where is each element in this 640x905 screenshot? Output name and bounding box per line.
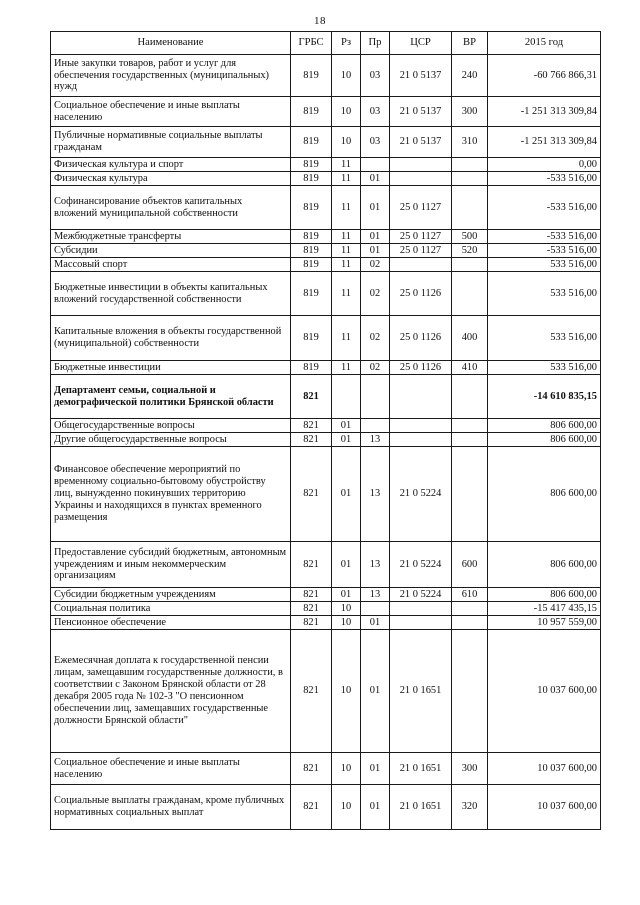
row-name: Иные закупки товаров, работ и услуг для обеспечения государственных (муниципальных) нужд — [51, 55, 291, 97]
row-vr: 300 — [452, 753, 488, 785]
row-amount: 533 516,00 — [488, 272, 601, 316]
column-header-amount: 2015 год — [488, 32, 601, 55]
row-grbs: 819 — [291, 258, 332, 272]
row-rz: 10 — [332, 616, 361, 630]
row-name: Капитальные вложения в объекты государственной (муниципальной) собственности — [51, 316, 291, 361]
column-header-grbs: ГРБС — [291, 32, 332, 55]
row-csr — [390, 258, 452, 272]
row-pr: 02 — [361, 316, 390, 361]
row-pr — [361, 419, 390, 433]
row-rz: 10 — [332, 55, 361, 97]
table-row — [51, 419, 601, 433]
row-vr — [452, 272, 488, 316]
row-grbs: 819 — [291, 97, 332, 127]
row-vr: 310 — [452, 127, 488, 158]
row-csr — [390, 419, 452, 433]
row-rz: 01 — [332, 542, 361, 588]
row-rz: 01 — [332, 433, 361, 447]
column-header-csr: ЦСР — [390, 32, 452, 55]
table-row — [51, 447, 601, 542]
row-grbs: 821 — [291, 433, 332, 447]
table-row — [51, 244, 601, 258]
row-pr: 01 — [361, 785, 390, 830]
row-grbs: 819 — [291, 172, 332, 186]
row-grbs: 821 — [291, 588, 332, 602]
row-rz: 01 — [332, 447, 361, 542]
row-vr — [452, 419, 488, 433]
table-row — [51, 158, 601, 172]
row-pr: 13 — [361, 588, 390, 602]
row-grbs: 821 — [291, 616, 332, 630]
row-name: Межбюджетные трансферты — [51, 230, 291, 244]
row-name: Ежемесячная доплата к государственной пенсии лицам, замещавшим государственные должности, в соответствии с Законом Брянской области от 28 декабря 2005 года № 102-З "О пенсионном обеспечении лиц, замещавших государственные должности Брянской области" — [51, 630, 291, 753]
row-vr: 320 — [452, 785, 488, 830]
row-amount: 806 600,00 — [488, 542, 601, 588]
table-body — [51, 55, 601, 830]
row-csr — [390, 433, 452, 447]
row-vr — [452, 602, 488, 616]
row-amount: 533 516,00 — [488, 361, 601, 375]
row-pr: 02 — [361, 258, 390, 272]
row-name: Физическая культура — [51, 172, 291, 186]
row-amount: 0,00 — [488, 158, 601, 172]
row-vr — [452, 375, 488, 419]
table-row — [51, 186, 601, 230]
row-pr: 02 — [361, 272, 390, 316]
row-amount: -15 417 435,15 — [488, 602, 601, 616]
row-pr: 03 — [361, 55, 390, 97]
row-amount: 533 516,00 — [488, 258, 601, 272]
table-row — [51, 127, 601, 158]
row-amount: -533 516,00 — [488, 186, 601, 230]
row-pr: 01 — [361, 244, 390, 258]
row-name: Публичные нормативные социальные выплаты гражданам — [51, 127, 291, 158]
row-grbs: 821 — [291, 630, 332, 753]
row-csr: 25 0 1127 — [390, 230, 452, 244]
table-row — [51, 230, 601, 244]
row-grbs: 819 — [291, 230, 332, 244]
row-amount: 10 037 600,00 — [488, 785, 601, 830]
row-pr: 02 — [361, 361, 390, 375]
row-name: Субсидии — [51, 244, 291, 258]
row-csr: 25 0 1127 — [390, 244, 452, 258]
table-row — [51, 361, 601, 375]
row-name: Софинансирование объектов капитальных вложений муниципальной собственности — [51, 186, 291, 230]
row-rz: 01 — [332, 588, 361, 602]
row-grbs: 821 — [291, 419, 332, 433]
row-amount: -533 516,00 — [488, 230, 601, 244]
row-amount: -60 766 866,31 — [488, 55, 601, 97]
row-grbs: 821 — [291, 375, 332, 419]
row-pr: 13 — [361, 447, 390, 542]
row-name: Финансовое обеспечение мероприятий по временному социально-бытовому обустройству лиц, вынужденно покинувших территорию Украины и находящихся в пунктах временного размещения — [51, 447, 291, 542]
row-rz: 10 — [332, 630, 361, 753]
table-header-row — [51, 32, 601, 55]
row-name: Предоставление субсидий бюджетным, автономным учреждениям и иным некоммерческим организациям — [51, 542, 291, 588]
row-vr — [452, 158, 488, 172]
column-header-vr: ВР — [452, 32, 488, 55]
row-vr: 400 — [452, 316, 488, 361]
row-csr: 25 0 1126 — [390, 272, 452, 316]
row-amount: 806 600,00 — [488, 588, 601, 602]
row-csr: 21 0 5224 — [390, 542, 452, 588]
table-row — [51, 785, 601, 830]
row-amount: 806 600,00 — [488, 419, 601, 433]
row-grbs: 821 — [291, 785, 332, 830]
row-rz: 01 — [332, 419, 361, 433]
row-csr — [390, 172, 452, 186]
column-header-rz: Рз — [332, 32, 361, 55]
row-pr: 01 — [361, 186, 390, 230]
row-pr: 13 — [361, 542, 390, 588]
row-name: Пенсионное обеспечение — [51, 616, 291, 630]
row-csr — [390, 602, 452, 616]
table-row — [51, 97, 601, 127]
table-row — [51, 375, 601, 419]
table-row — [51, 316, 601, 361]
row-pr — [361, 158, 390, 172]
row-pr: 01 — [361, 616, 390, 630]
row-rz: 11 — [332, 158, 361, 172]
row-pr: 01 — [361, 753, 390, 785]
row-grbs: 821 — [291, 542, 332, 588]
row-grbs: 819 — [291, 55, 332, 97]
row-amount: 806 600,00 — [488, 447, 601, 542]
row-pr: 13 — [361, 433, 390, 447]
row-csr: 21 0 5137 — [390, 97, 452, 127]
row-vr: 300 — [452, 97, 488, 127]
row-csr: 21 0 1651 — [390, 630, 452, 753]
row-vr: 500 — [452, 230, 488, 244]
row-grbs: 819 — [291, 158, 332, 172]
row-grbs: 819 — [291, 186, 332, 230]
row-name: Общегосударственные вопросы — [51, 419, 291, 433]
row-pr — [361, 375, 390, 419]
row-name: Другие общегосударственные вопросы — [51, 433, 291, 447]
row-csr: 21 0 5137 — [390, 127, 452, 158]
row-rz: 11 — [332, 244, 361, 258]
table-row — [51, 616, 601, 630]
row-grbs: 819 — [291, 361, 332, 375]
row-vr — [452, 172, 488, 186]
row-pr: 03 — [361, 97, 390, 127]
row-amount: 10 037 600,00 — [488, 753, 601, 785]
row-name: Социальное обеспечение и иные выплаты населению — [51, 97, 291, 127]
row-rz: 11 — [332, 361, 361, 375]
row-csr: 21 0 5137 — [390, 55, 452, 97]
table-row — [51, 433, 601, 447]
page-number: 18 — [314, 15, 326, 27]
row-vr — [452, 630, 488, 753]
row-pr: 03 — [361, 127, 390, 158]
table-row — [51, 542, 601, 588]
row-name: Физическая культура и спорт — [51, 158, 291, 172]
row-name: Бюджетные инвестиции в объекты капитальных вложений государственной собственности — [51, 272, 291, 316]
row-grbs: 821 — [291, 753, 332, 785]
table-row — [51, 272, 601, 316]
table-row — [51, 753, 601, 785]
row-pr — [361, 602, 390, 616]
row-amount: 10 957 559,00 — [488, 616, 601, 630]
row-rz: 10 — [332, 785, 361, 830]
table-row — [51, 55, 601, 97]
row-name: Бюджетные инвестиции — [51, 361, 291, 375]
row-csr: 25 0 1126 — [390, 361, 452, 375]
row-pr: 01 — [361, 230, 390, 244]
row-csr — [390, 375, 452, 419]
column-header-name: Наименование — [51, 32, 291, 55]
column-header-pr: Пр — [361, 32, 390, 55]
row-csr: 25 0 1126 — [390, 316, 452, 361]
row-csr — [390, 616, 452, 630]
row-rz: 10 — [332, 602, 361, 616]
row-rz: 11 — [332, 272, 361, 316]
budget-table — [50, 31, 601, 830]
row-csr: 21 0 1651 — [390, 785, 452, 830]
row-pr: 01 — [361, 630, 390, 753]
row-amount: -533 516,00 — [488, 172, 601, 186]
row-amount: 533 516,00 — [488, 316, 601, 361]
table-row — [51, 588, 601, 602]
row-vr: 520 — [452, 244, 488, 258]
table-row — [51, 630, 601, 753]
row-name: Массовый спорт — [51, 258, 291, 272]
row-csr: 25 0 1127 — [390, 186, 452, 230]
row-rz: 11 — [332, 172, 361, 186]
row-rz: 10 — [332, 753, 361, 785]
row-name: Субсидии бюджетным учреждениям — [51, 588, 291, 602]
row-csr: 21 0 5224 — [390, 447, 452, 542]
row-grbs: 821 — [291, 447, 332, 542]
row-vr — [452, 186, 488, 230]
row-vr — [452, 433, 488, 447]
row-name: Департамент семьи, социальной и демографической политики Брянской области — [51, 375, 291, 419]
table-row — [51, 172, 601, 186]
row-rz: 11 — [332, 230, 361, 244]
row-amount: -1 251 313 309,84 — [488, 127, 601, 158]
row-name: Социальное обеспечение и иные выплаты населению — [51, 753, 291, 785]
row-rz: 11 — [332, 258, 361, 272]
row-csr: 21 0 1651 — [390, 753, 452, 785]
row-vr — [452, 258, 488, 272]
row-grbs: 819 — [291, 272, 332, 316]
row-amount: -1 251 313 309,84 — [488, 97, 601, 127]
row-rz: 11 — [332, 316, 361, 361]
row-rz — [332, 375, 361, 419]
row-grbs: 821 — [291, 602, 332, 616]
table-row — [51, 258, 601, 272]
row-grbs: 819 — [291, 244, 332, 258]
row-pr: 01 — [361, 172, 390, 186]
row-name: Социальные выплаты гражданам, кроме публичных нормативных социальных выплат — [51, 785, 291, 830]
row-vr — [452, 447, 488, 542]
row-amount: 806 600,00 — [488, 433, 601, 447]
row-rz: 10 — [332, 97, 361, 127]
row-vr: 410 — [452, 361, 488, 375]
row-vr — [452, 616, 488, 630]
table-row — [51, 602, 601, 616]
row-rz: 11 — [332, 186, 361, 230]
row-vr: 240 — [452, 55, 488, 97]
row-name: Социальная политика — [51, 602, 291, 616]
row-csr — [390, 158, 452, 172]
row-grbs: 819 — [291, 316, 332, 361]
row-csr: 21 0 5224 — [390, 588, 452, 602]
row-vr: 610 — [452, 588, 488, 602]
row-amount: 10 037 600,00 — [488, 630, 601, 753]
row-vr: 600 — [452, 542, 488, 588]
row-amount: -533 516,00 — [488, 244, 601, 258]
row-amount: -14 610 835,15 — [488, 375, 601, 419]
row-rz: 10 — [332, 127, 361, 158]
row-grbs: 819 — [291, 127, 332, 158]
